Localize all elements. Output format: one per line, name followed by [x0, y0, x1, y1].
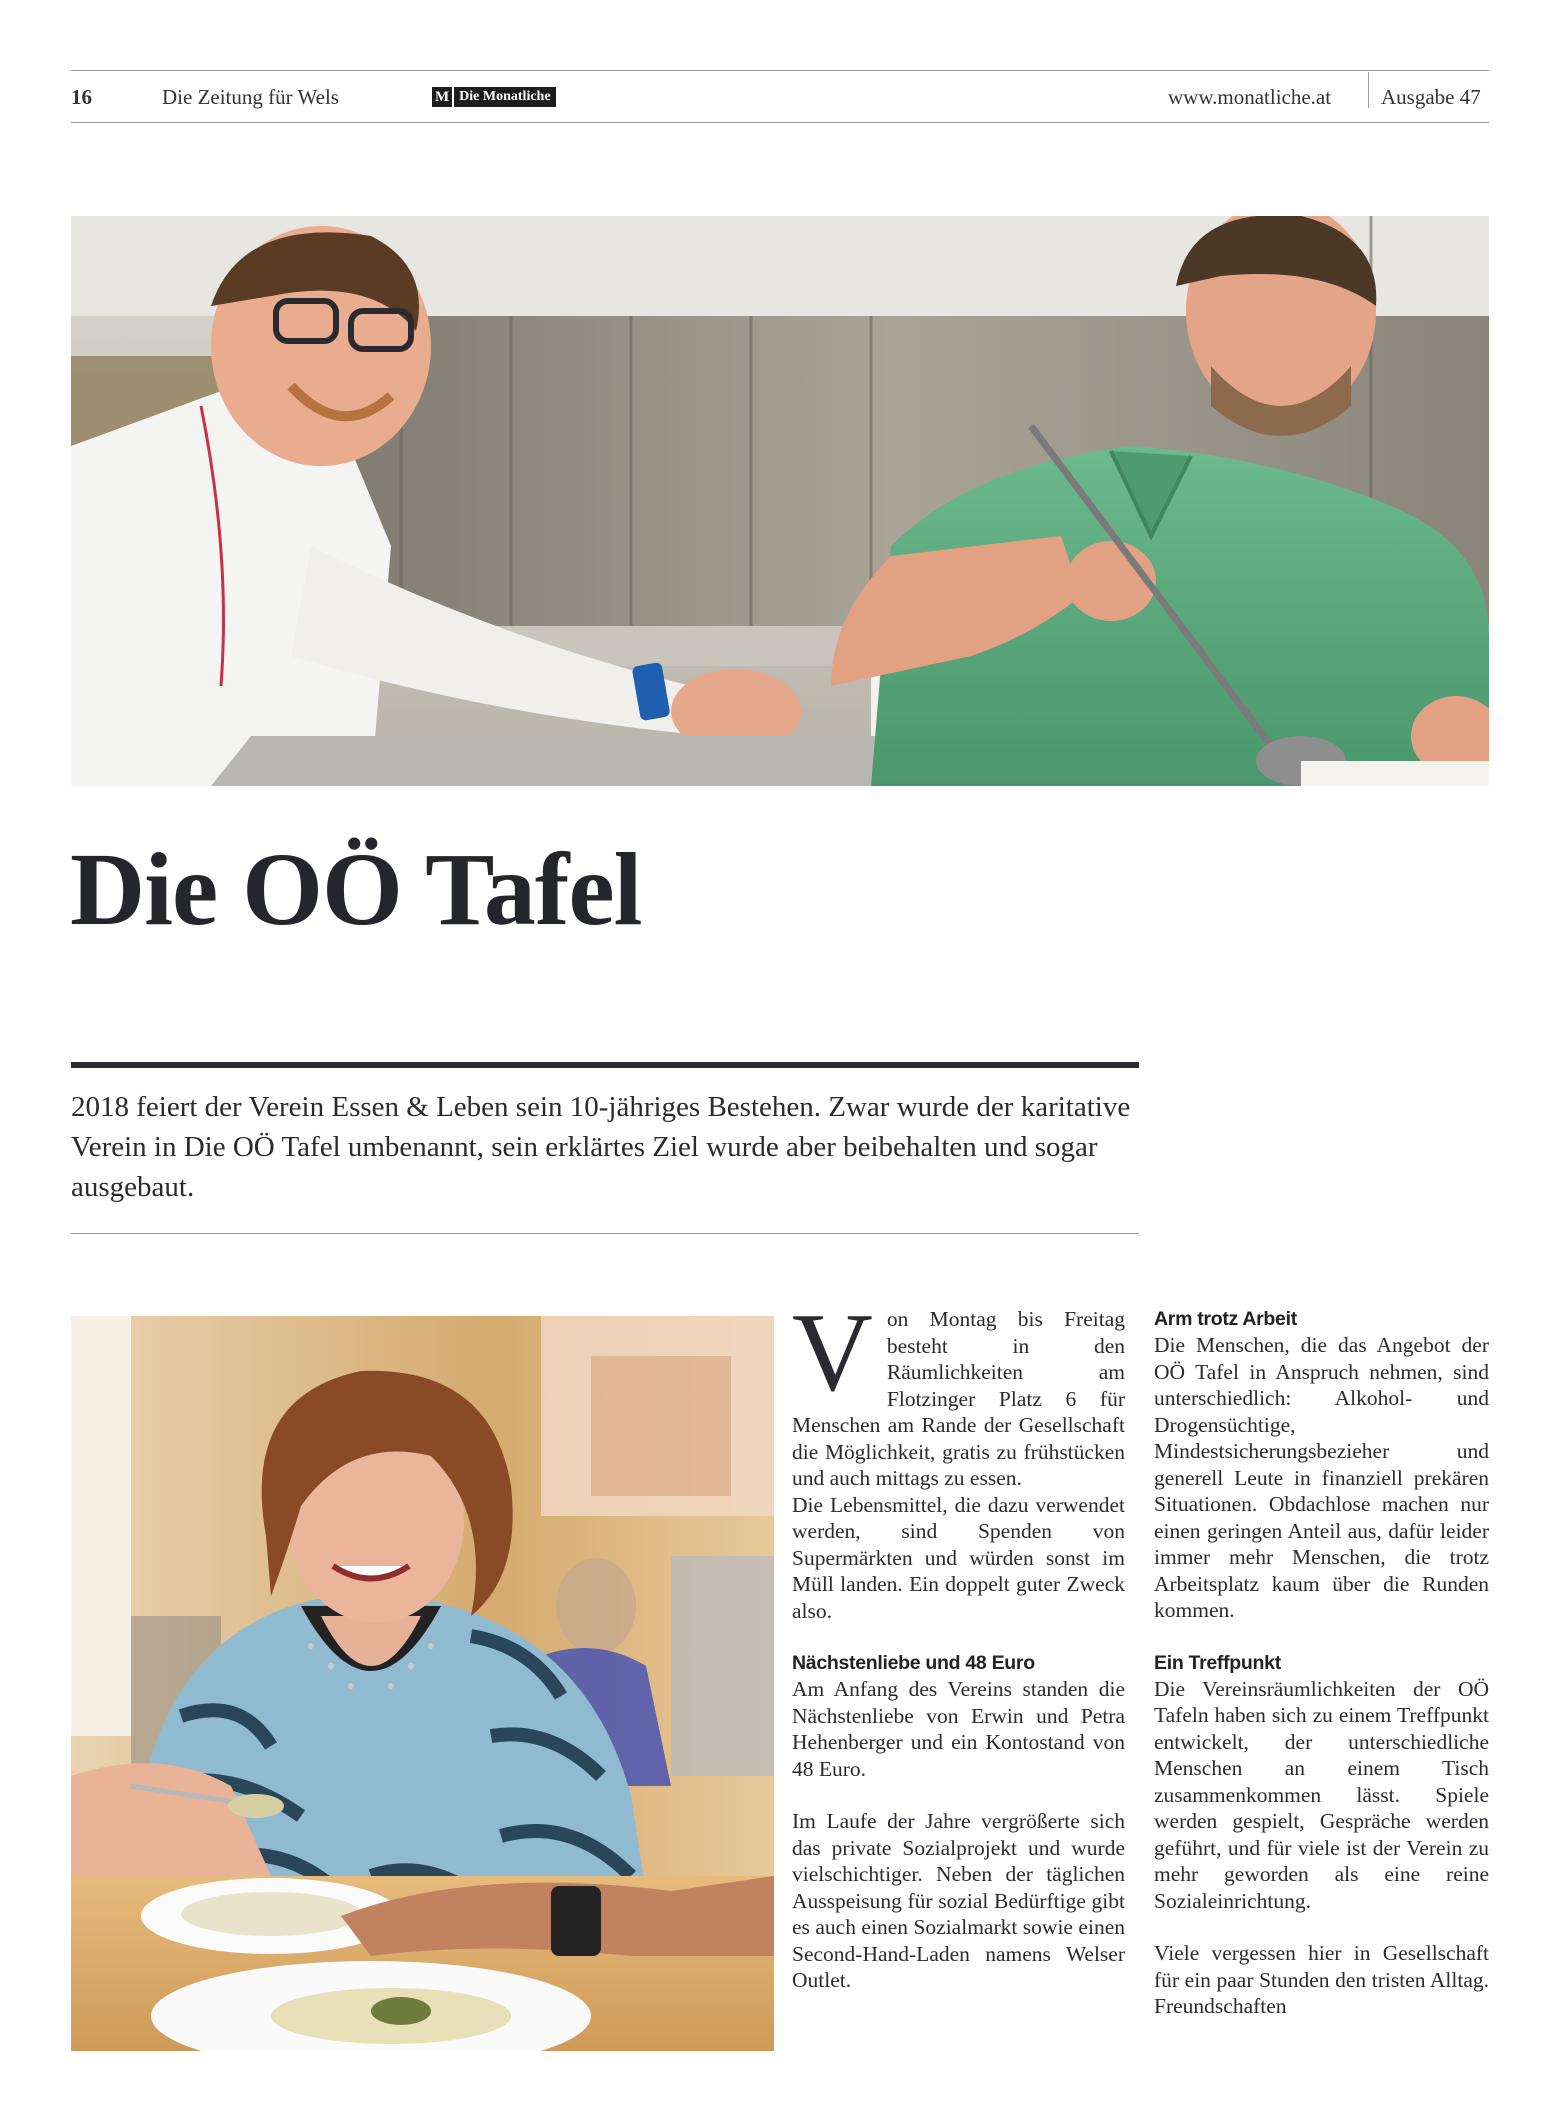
lead-bottom-rule [71, 1233, 1139, 1234]
hero-photo-illustration [71, 216, 1489, 786]
drop-cap: V [792, 1291, 873, 1415]
hero-photo [71, 216, 1489, 786]
website-link[interactable]: www.monatliche.at [1168, 85, 1332, 109]
col1-paragraph-1-text: on Montag bis Freitag besteht in den Räumlichkeiten am Flotzinger Platz 6 für Menschen am Rande der Gesellschaft die Möglichkeit, gratis zu frühstücken und auch mittags zu essen. [792, 1307, 1125, 1490]
col1-spacer-2 [792, 1782, 1125, 1808]
col1-paragraph-3: Am Anfang des Vereins standen die Nächstenliebe von Erwin und Petra Hehenberger und ein Kontostand von 48 Euro. [792, 1677, 1125, 1781]
paper-title: Die Zeitung für Wels [162, 85, 339, 109]
logo-text: Die Monatliche [454, 87, 555, 107]
article-headline: Die OÖ Tafel [70, 832, 642, 947]
masthead-logo [432, 86, 556, 108]
col2-paragraph-1: Die Menschen, die das Angebot der OÖ Tafel in Anspruch nehmen, sind unterschiedlich: Alkohol- und Drogensüchtige, Mindestsicherungsbezieher und generell Leute in finanziell prekären Situationen. Obdachlose machen nur einen geringen Anteil aus, dafür leider immer mehr Menschen, die trotz Arbeitsplatz kaum über die Runden kommen. [1154, 1333, 1489, 1622]
col2-subheading-2: Ein Treffpunkt [1154, 1651, 1281, 1674]
col2-spacer-2 [1154, 1914, 1489, 1940]
col1-subheading: Nächstenliebe und 48 Euro [792, 1652, 1035, 1674]
col2-subheading-1: Arm trotz Arbeit [1154, 1308, 1297, 1330]
woman-eating-illustration [71, 1316, 774, 2051]
issue-number: Ausgabe 47 [1381, 85, 1481, 109]
col1-paragraph-1 [792, 1291, 1125, 1492]
col2-spacer [1154, 1624, 1489, 1650]
col2-paragraph-2: Die Vereinsräumlichkeiten der OÖ Tafeln haben sich zu einem Treffpunkt entwickelt, der unterschiedliche Menschen an einem Tisch zusammenkommen lässt. Spiele werden gespielt, Gespräche werden geführt, und für viele ist der Verein zu mehr geworden als eine reine Sozialeinrichtung. [1154, 1676, 1489, 1913]
header-bottom-rule [71, 122, 1489, 123]
woman-eating-photo [71, 1316, 774, 2051]
col1-paragraph-2: Die Lebensmittel, die dazu verwendet werden, sind Spenden von Supermärkten und würden sonst im Müll landen. Ein doppelt guter Zweck also. [792, 1492, 1125, 1623]
article-lead: 2018 feiert der Verein Essen & Leben sein 10-jähriges Bestehen. Zwar wurde der karitative Verein in Die OÖ Tafel umbenannt, sein erklärtes Ziel wurde aber beibehalten und sogar ausgebaut. [71, 1091, 1131, 1203]
article-column-2 [1154, 1306, 1489, 2020]
lead-top-bar [71, 1062, 1139, 1068]
col1-spacer [792, 1624, 1125, 1650]
page-number: 16 [71, 85, 92, 109]
logo-mark: M [432, 87, 452, 107]
col2-paragraph-3: Viele vergessen hier in Gesellschaft für ein paar Stunden den tristen Alltag. Freundschaften [1154, 1941, 1489, 2018]
col1-paragraph-4: Im Laufe der Jahre vergrößerte sich das private Sozialprojekt und wurde vielschichtiger. Neben der täglichen Ausspeisung für sozial Bedürftige gibt es auch einen Sozialmarkt sowie einen Second-Hand-Laden namens Welser Outlet. [792, 1809, 1125, 1992]
header-separator [1368, 72, 1369, 108]
header-top-rule [71, 70, 1489, 71]
article-column-1 [792, 1291, 1125, 1994]
